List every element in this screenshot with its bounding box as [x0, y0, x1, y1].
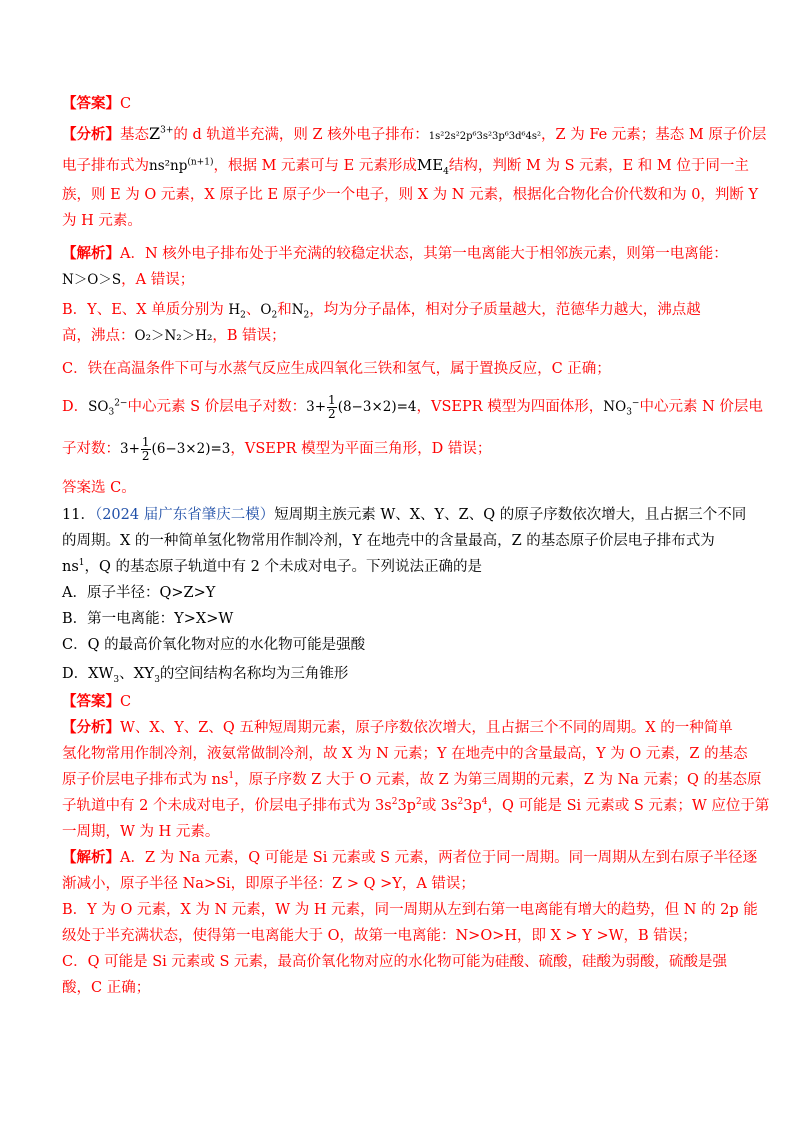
electron-configuration: 1s²2s²2p⁶3s²3p⁶3d⁶4s² [428, 131, 542, 142]
explain-text: B．Y、E、X 单质分别为 [62, 302, 224, 318]
q10-explain-line-2 [62, 270, 760, 290]
inequality: N＞O＞S [62, 272, 122, 288]
inequality: O₂＞N₂＞H₂ [134, 328, 213, 344]
analysis-text: W、X、Y、Z、Q 五种短周期元素，原子序数依次增大，且占据三个不同的周期。X 的一种简单 [120, 720, 733, 736]
compound-formula: $ME_4$ [416, 156, 449, 177]
explain-text: ，A 错误； [121, 272, 195, 288]
analysis-text: 电子排布式为 [62, 158, 149, 174]
q10-analysis-line-4: 为 H 元素。 [62, 213, 142, 229]
q10-analysis-line-3: 族，则 E 为 O 元素，X 原子比 E 原子少一个电子，则 X 为 N 元素，根据化合物化合价代数和为 0，判断 Y [62, 187, 759, 203]
question-number: 11． [62, 507, 95, 523]
q10-answer-line [62, 94, 760, 114]
explain-text: ，均为分子晶体，相对分子质量越大，范德华力越大，沸点越 [309, 302, 701, 318]
answer-value: C [120, 96, 132, 112]
answer-label: 【答案】 [62, 96, 120, 112]
q11-explain-line-6: 酸，C 正确； [62, 980, 151, 996]
explain-text: 中心元素 S 价层电子对数： [127, 399, 307, 415]
q11-stem-line-2: 的周期。X 的一种简单氢化物常用作制冷剂，Y 在地壳中的含量最高，Z 的基态原子价层电子排布式为 [62, 533, 715, 549]
q11-analysis-line-3: 原子价层电子排布式为 $ns^1$，原子序数 Z 大于 O 元素，故 Z 为第三周期的元素，Z 为 Na 元素；Q 的基态原 [62, 771, 762, 788]
explain-text: A．Z 为 Na 元素，Q 可能是 Si 元素或 S 元素，两者位于同一周期。同一周期从左到右原子半径逐 [120, 850, 758, 866]
stem-text: 短周期主族元素 W、X、Y、Z、Q 的原子序数依次增大，且占据三个不同 [274, 507, 747, 523]
explain-text: ，B 错误； [212, 328, 286, 344]
analysis-text: ，根据 M 元素可与 E 元素形成 [213, 158, 417, 174]
question-source: （2024 届广东省肇庆二模） [94, 507, 275, 523]
explain-label: 【解析】 [62, 246, 120, 262]
q10-option-d-line-2 [62, 434, 760, 464]
formula-h2: $H_2$ [228, 302, 246, 321]
q10-option-b-line-1: B．Y、E、X 单质分别为 $H_2$、$O_2$和$N_2$，均为分子晶体，相对分子质量越大，范德华力越大，沸点越 [62, 302, 701, 321]
q11-option-b: B．第一电离能：Y>X>W [62, 611, 234, 627]
q11-stem-line-3: $ns^1$，Q 的基态原子轨道中有 2 个未成对电子。下列说法正确的是 [62, 558, 482, 575]
ion-formula: $Z^{3+}$ [149, 124, 174, 143]
explain-text: 中心元素 N 价层电 [639, 399, 763, 415]
answer-label: 【答案】 [62, 694, 120, 710]
q11-explain-line-4: 级处于半充满状态，使得第一电离能大于 O，故第一电离能：N>O>H，即 X > Y >W，B 错误； [62, 928, 697, 944]
q11-analysis-line-2: 氢化物常用作制冷剂，液氨常做制冷剂，故 X 为 N 元素；Y 在地壳中的含量最高，Y 为 O 元素，Z 的基态 [62, 746, 748, 762]
q10-option-c: C．铁在高温条件下可与水蒸气反应生成四氧化三铁和氢气，属于置换反应，C 正确； [62, 361, 611, 377]
analysis-label: 【分析】 [62, 127, 120, 143]
formula-o2: $O_2$ [260, 302, 278, 321]
formula-no3: $NO_3^-$ [603, 398, 640, 418]
explain-text: 子对数： [62, 441, 120, 457]
formula-so3: $SO_3^{2-}$ [88, 398, 128, 418]
q10-option-d-line-1 [62, 392, 763, 422]
explain-text: ，VSEPR 模型为平面三角形，D 错误； [230, 441, 492, 457]
q10-explain-line-1 [62, 244, 760, 264]
answer-value: C [120, 694, 132, 710]
q10-analysis-line-1 [62, 124, 767, 147]
q11-analysis-line-4: 子轨道中有 2 个未成对电子，价层电子排布式为 $3s^23p^2$或 $3s^23p^4$，Q 可能是 Si 元素或 S 元素；W 应位于第 [62, 797, 770, 814]
q11-option-a: A．原子半径：Q>Z>Y [62, 585, 216, 601]
calculation: 3+ $\frac{1}{2}$ (6−3×2)=3 [120, 435, 231, 463]
calculation: 3+ $\frac{1}{2}$ (8−3×2)=4 [306, 393, 417, 421]
q11-explain-line-3: B．Y 为 O 元素，X 为 N 元素，W 为 H 元素，同一周期从左到右第一电离能有增大的趋势，但 N 的 2p 能 [62, 902, 758, 918]
analysis-text: ，Z 为 Fe 元素；基态 M 原子价层 [541, 127, 767, 143]
q11-explain-line-2: 渐减小，原子半径 Na>Si，即原子半径：Z > Q >Y，A 错误； [62, 876, 475, 892]
q11-stem-line-1 [62, 505, 760, 525]
explain-text: 和 [277, 302, 292, 318]
q11-explain-line-5: C．Q 可能是 Si 元素或 S 元素，最高价氧化物对应的水化物可能为硅酸、硫酸，硅酸为弱酸，硫酸是强 [62, 954, 728, 970]
q11-option-c: C．Q 的最高价氧化物对应的水化物可能是强酸 [62, 637, 366, 653]
explain-text: A．N 核外电子排布处于半充满的较稳定状态，其第一电离能大于相邻族元素，则第一电离能： [120, 246, 728, 262]
q11-answer-line [62, 692, 760, 712]
q10-analysis-line-2 [62, 155, 760, 176]
q11-analysis-line-5: 一周期，W 为 H 元素。 [62, 824, 220, 840]
q11-analysis-line-1 [62, 718, 760, 738]
explain-label: 【解析】 [62, 850, 120, 866]
analysis-label: 【分析】 [62, 720, 120, 736]
formula-n2: $N_2$ [291, 302, 310, 321]
q11-explain-line-1 [62, 848, 760, 868]
q10-option-b-line-2 [62, 326, 760, 346]
explain-text: D． [62, 399, 89, 415]
analysis-text: 结构，判断 M 为 S 元素，E 和 M 位于同一主 [448, 158, 749, 174]
q11-option-d: D．$XW_3$、$XY_3$的空间结构名称均为三角锥形 [62, 664, 349, 685]
q10-final-answer: 答案选 C。 [62, 480, 136, 496]
analysis-text: 基态 [120, 127, 149, 143]
analysis-text: 的 d 轨道半充满，则 Z 核外电子排布： [173, 127, 429, 143]
explain-text: ，VSEPR 模型为四面体形， [416, 399, 604, 415]
valence-config: $ns^2np^{(n+1)}$ [149, 157, 214, 174]
explain-text: 高，沸点： [62, 328, 135, 344]
